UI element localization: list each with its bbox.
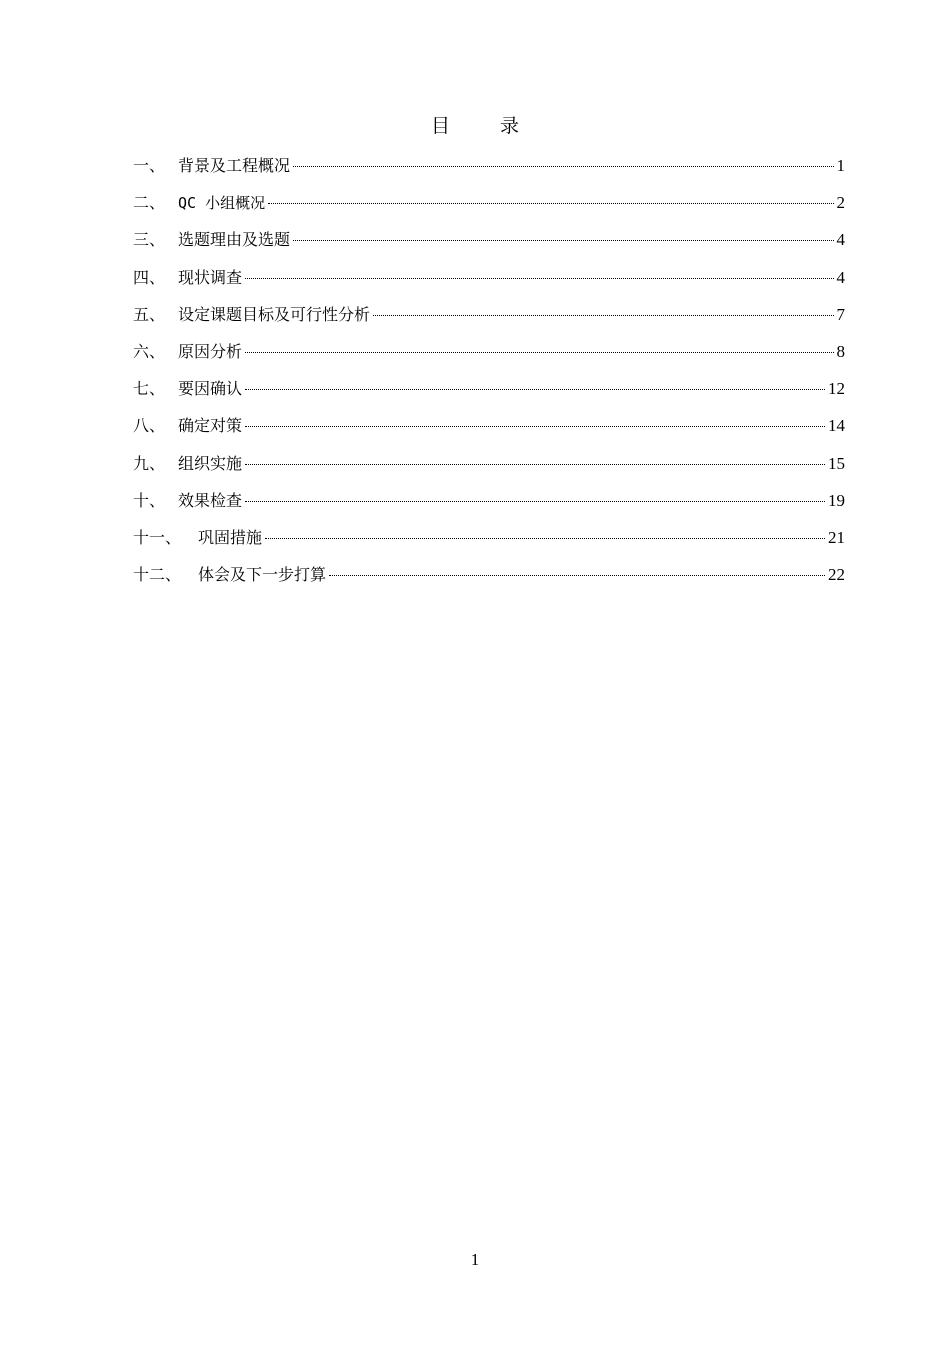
toc-entry-page: 4	[836, 267, 845, 287]
toc-entry-number: 三、	[133, 230, 166, 250]
toc-entry-page: 12	[828, 379, 845, 399]
toc-title: 目 录	[430, 115, 542, 137]
toc-entry-page: 2	[836, 193, 845, 213]
toc-entry-page: 4	[836, 230, 845, 250]
toc-entry-page: 15	[828, 453, 845, 473]
toc-entry-11[interactable]	[133, 524, 845, 561]
toc-entry-title: 设定课题目标及可行性分析	[178, 304, 371, 324]
toc-dot-leader	[373, 315, 833, 316]
toc-entry-page: 8	[836, 341, 845, 361]
toc-entry-1[interactable]	[133, 152, 845, 189]
toc-entry-7[interactable]	[133, 375, 845, 412]
toc-entry-9[interactable]	[133, 450, 845, 487]
toc-entry-number: 六、	[133, 341, 166, 361]
toc-entry-12[interactable]	[133, 561, 845, 598]
toc-entry-title: 选题理由及选题	[178, 230, 291, 250]
toc-entry-number: 九、	[133, 453, 166, 473]
toc-entry-title: 体会及下一步打算	[198, 565, 327, 585]
toc-dot-leader	[265, 538, 825, 539]
toc-dot-leader	[268, 203, 833, 204]
toc-entry-page: 21	[828, 527, 845, 547]
table-of-contents	[133, 152, 845, 598]
toc-entry-2[interactable]	[133, 189, 845, 226]
toc-dot-leader	[245, 278, 833, 279]
toc-entry-5[interactable]	[133, 301, 845, 338]
toc-entry-title: QC 小组概况	[178, 194, 266, 213]
toc-entry-number: 十二、	[133, 565, 182, 585]
toc-entry-title: 原因分析	[178, 341, 243, 361]
toc-entry-page: 22	[828, 565, 845, 585]
toc-dot-leader	[245, 464, 825, 465]
toc-entry-number: 十、	[133, 490, 166, 510]
toc-entry-title: 现状调查	[178, 267, 243, 287]
toc-dot-leader	[245, 389, 825, 390]
toc-entry-number: 八、	[133, 416, 166, 436]
toc-dot-leader	[245, 426, 825, 427]
toc-entry-title: 要因确认	[178, 379, 243, 399]
toc-entry-title: 效果检查	[178, 490, 243, 510]
toc-entry-number: 一、	[133, 156, 166, 175]
toc-entry-title: 巩固措施	[198, 527, 263, 547]
toc-dot-leader	[293, 166, 833, 167]
toc-entry-page: 14	[828, 416, 845, 436]
toc-entry-8[interactable]	[133, 412, 845, 449]
toc-entry-page: 7	[836, 304, 845, 324]
toc-dot-leader	[245, 352, 833, 353]
toc-dot-leader	[293, 240, 833, 241]
toc-entry-title: 背景及工程概况	[178, 156, 291, 175]
toc-entry-4[interactable]	[133, 264, 845, 301]
toc-entry-6[interactable]	[133, 338, 845, 375]
toc-entry-title: 组织实施	[178, 453, 243, 473]
toc-entry-10[interactable]	[133, 487, 845, 524]
toc-entry-3[interactable]	[133, 226, 845, 263]
toc-entry-number: 二、	[133, 193, 166, 213]
toc-entry-number: 十一、	[133, 527, 182, 547]
toc-entry-number: 四、	[133, 267, 166, 287]
toc-entry-page: 19	[828, 490, 845, 510]
toc-dot-leader	[329, 575, 825, 576]
toc-entry-number: 七、	[133, 379, 166, 399]
toc-dot-leader	[245, 501, 825, 502]
toc-entry-page: 1	[836, 156, 845, 175]
toc-entry-title: 确定对策	[178, 416, 243, 436]
page-number: 1	[470, 1250, 480, 1269]
toc-entry-number: 五、	[133, 304, 166, 324]
